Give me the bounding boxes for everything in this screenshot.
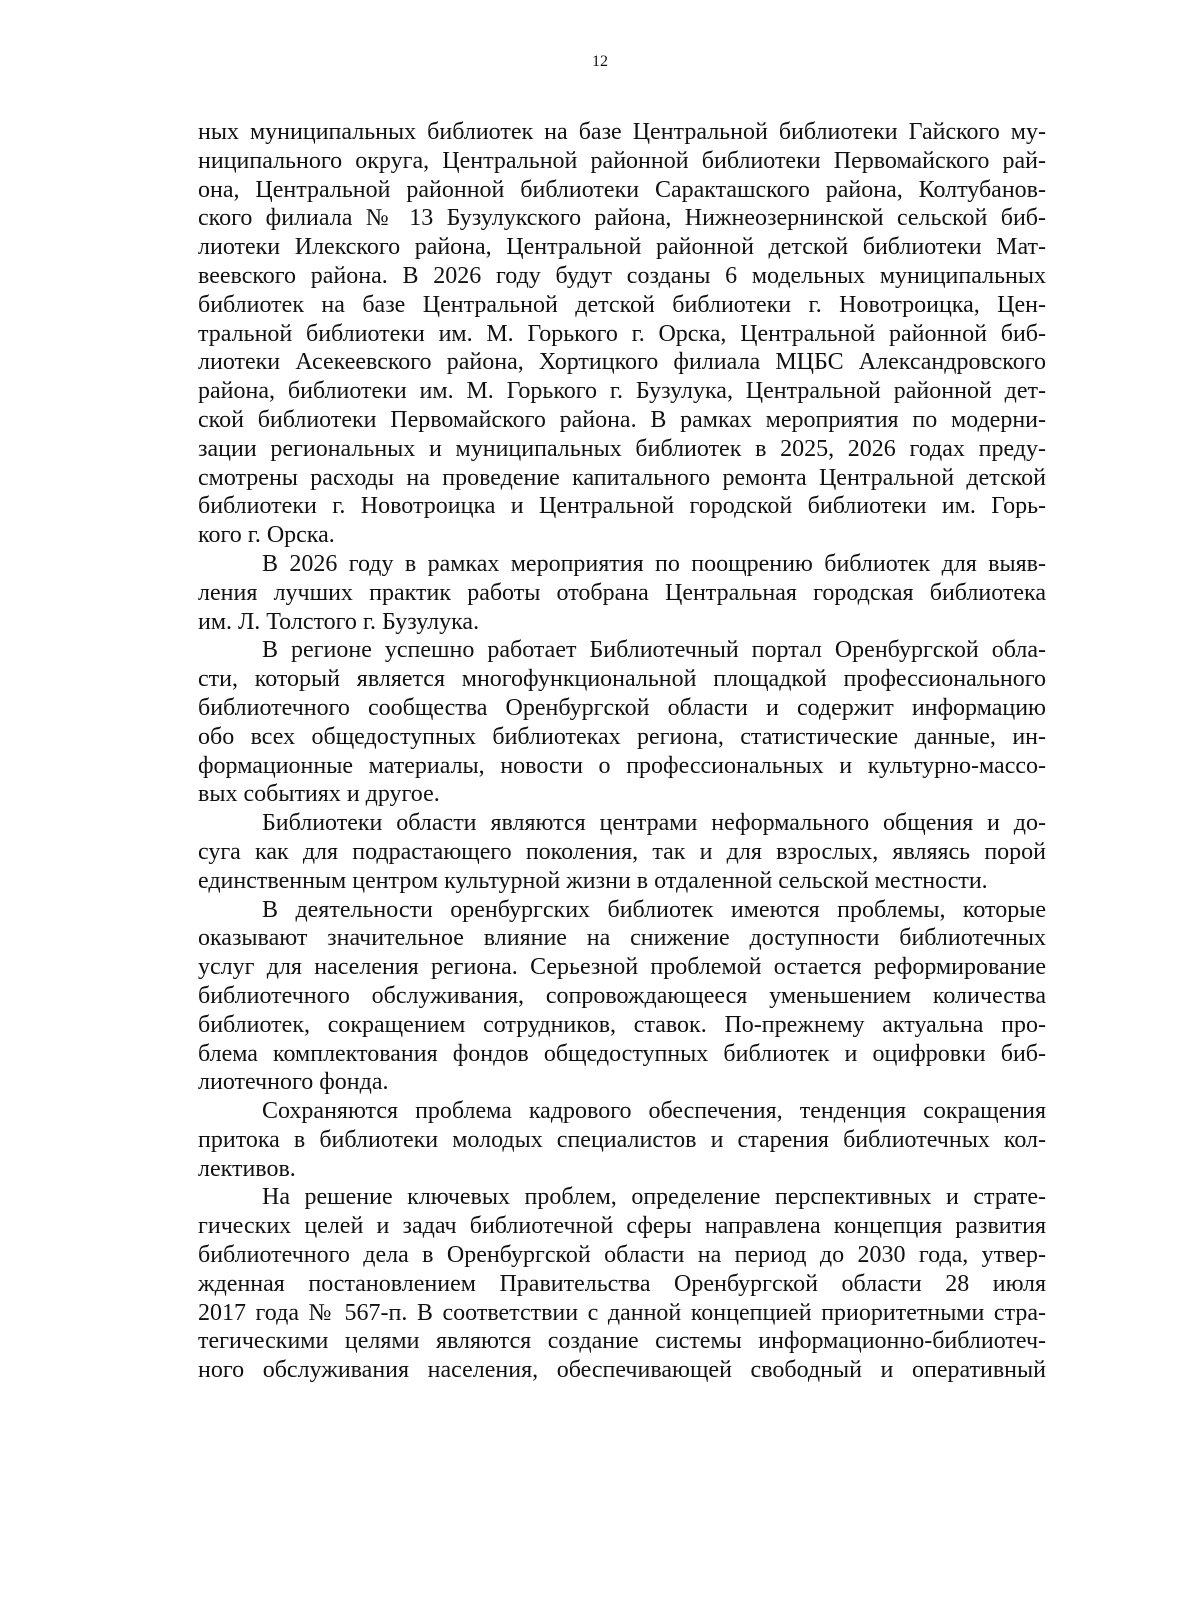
text-line: жденная постановлением Правительства Оренбургской области 28 июля <box>198 1270 1046 1297</box>
text-line: библиотеки г. Новотроицка и Центральной городской библиотеки им. Горь- <box>198 493 1046 520</box>
text-line: ных муниципальных библиотек на базе Центральной библиотеки Гайского му- <box>198 119 1046 145</box>
text-line: района, библиотеки им. М. Горького г. Бузулука, Центральной районной дет- <box>198 378 1046 405</box>
text-line: веевского района. В 2026 году будут созданы 6 модельных муниципальных <box>198 262 1046 289</box>
text-line: библиотечного обслуживания, сопровождающееся уменьшением количества <box>198 982 1046 1009</box>
text-line: ниципального округа, Центральной районной библиотеки Первомайского рай- <box>198 147 1046 174</box>
text-line: им. Л. Толстого г. Бузулука. <box>198 608 480 635</box>
text-line: лективов. <box>198 1155 296 1182</box>
text-line: оказывают значительное влияние на снижение доступности библиотечных <box>198 925 1046 952</box>
paragraph-3 <box>198 636 1046 809</box>
paragraph-6 <box>198 1097 1046 1183</box>
text-line: лиотечного фонда. <box>198 1069 389 1096</box>
text-line: ления лучших практик работы отобрана Центральная городская библиотека <box>198 579 1046 606</box>
paragraph-5 <box>198 896 1046 1098</box>
text-line: кого г. Орска. <box>198 522 335 549</box>
paragraph-7 <box>198 1183 1046 1385</box>
text-line: притока в библиотеки молодых специалистов и старения библиотечных кол- <box>198 1126 1046 1153</box>
text-line: смотрены расходы на проведение капитального ремонта Центральной детской <box>198 464 1046 491</box>
text-line: В 2026 году в рамках мероприятия по поощрению библиотек для выяв- <box>262 550 1046 577</box>
paragraph-4 <box>198 809 1046 895</box>
text-line: обо всех общедоступных библиотеках региона, статистические данные, ин- <box>198 723 1046 750</box>
document-body <box>198 118 1046 1385</box>
paragraph-1 <box>198 118 1046 550</box>
page-number: 12 <box>592 53 608 70</box>
paragraph-2 <box>198 550 1046 636</box>
text-line: В регионе успешно работает Библиотечный портал Оренбургской обла- <box>262 637 1046 664</box>
text-line: ного обслуживания населения, обеспечивающей свободный и оперативный <box>198 1357 1046 1384</box>
text-line: библиотечного дела в Оренбургской области на период до 2030 года, утвер- <box>198 1242 1046 1269</box>
text-line: зации региональных и муниципальных библиотек в 2025, 2026 годах преду- <box>198 435 1046 462</box>
text-line: библиотек, сокращением сотрудников, ставок. По-прежнему актуальна про- <box>198 1011 1046 1038</box>
text-line: суга как для подрастающего поколения, так и для взрослых, являясь порой <box>198 838 1046 865</box>
text-line: сти, который является многофункциональной площадкой профессионального <box>198 666 1046 693</box>
text-line: услуг для населения региона. Серьезной проблемой остается реформирование <box>198 954 1046 981</box>
text-line: она, Центральной районной библиотеки Саракташского района, Колтубанов- <box>198 176 1046 203</box>
text-line: вых событиях и другое. <box>198 781 440 808</box>
text-line: тральной библиотеки им. М. Горького г. Орска, Центральной районной биб- <box>198 320 1046 347</box>
text-line: лиотеки Асекеевского района, Хортицкого филиала МЦБС Александровского <box>198 349 1046 376</box>
text-line: лиотеки Илекского района, Центральной районной детской библиотеки Мат- <box>198 234 1046 261</box>
text-line: тегическими целями являются создание системы информационно-библиотеч- <box>198 1328 1046 1355</box>
text-line: Библиотеки области являются центрами неформального общения и до- <box>262 810 1046 837</box>
text-line: ского филиала № 13 Бузулукского района, Нижнеозернинской сельской биб- <box>198 205 1046 232</box>
text-line: блема комплектования фондов общедоступных библиотек и оцифровки биб- <box>198 1040 1046 1067</box>
text-line: формационные материалы, новости о профессиональных и культурно-массо- <box>198 752 1046 779</box>
text-line: библиотечного сообщества Оренбургской области и содержит информацию <box>198 694 1046 721</box>
text-line: библиотек на базе Центральной детской библиотеки г. Новотроицка, Цен- <box>198 291 1046 318</box>
text-line: На решение ключевых проблем, определение перспективных и страте- <box>262 1184 1046 1211</box>
text-line: Сохраняются проблема кадрового обеспечения, тенденция сокращения <box>262 1098 1046 1125</box>
text-line: единственным центром культурной жизни в отдаленной сельской местности. <box>198 867 988 894</box>
text-line: В деятельности оренбургских библиотек имеются проблемы, которые <box>262 896 1046 923</box>
text-line: ской библиотеки Первомайского района. В рамках мероприятия по модерни- <box>198 406 1046 433</box>
text-line: 2017 года № 567-п. В соответствии с данной концепцией приоритетными стра- <box>198 1299 1046 1326</box>
text-line: гических целей и задач библиотечной сферы направлена концепция развития <box>198 1213 1046 1240</box>
